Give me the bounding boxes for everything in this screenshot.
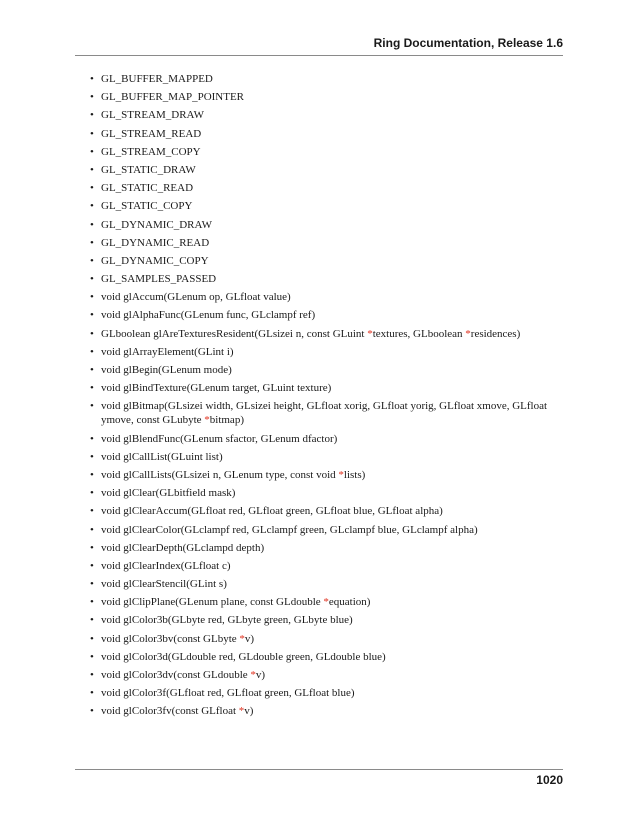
- item-text: void glClear(GLbitfield mask): [101, 487, 236, 500]
- list-item: [90, 613, 570, 627]
- list-item: [90, 577, 570, 591]
- item-text: void glArrayElement(GLint i): [101, 345, 234, 358]
- bullet-icon: •: [90, 632, 94, 645]
- list-item: [90, 559, 570, 573]
- item-text: bitmap): [209, 414, 244, 427]
- bullet-icon: •: [90, 182, 94, 195]
- item-text: void glClearDepth(GLclampd depth): [101, 541, 265, 554]
- bullet-icon: •: [90, 541, 94, 554]
- pointer-asterisk: *: [204, 414, 210, 427]
- bullet-icon: •: [90, 291, 94, 304]
- list-item: [90, 632, 570, 646]
- list-item: [90, 450, 570, 464]
- running-header-title: Ring Documentation, Release 1.6: [373, 36, 563, 50]
- bullet-icon: •: [90, 327, 94, 340]
- list-item: [90, 381, 570, 395]
- bullet-icon: •: [90, 200, 94, 213]
- pointer-asterisk: *: [367, 327, 373, 340]
- item-text: void glBlendFunc(GLenum sfactor, GLenum dfactor): [101, 432, 338, 445]
- bullet-icon: •: [90, 73, 94, 85]
- bullet-icon: •: [90, 505, 94, 518]
- item-text: void glColor3d(GLdouble red, GLdouble green, GLdouble blue): [101, 650, 386, 663]
- list-item: [90, 254, 570, 268]
- item-text: GL_DYNAMIC_COPY: [101, 254, 209, 267]
- list-item: [90, 181, 570, 195]
- bullet-icon: •: [90, 687, 94, 700]
- bullet-icon: •: [90, 432, 94, 445]
- list-item: [90, 595, 570, 609]
- page-number: 1020: [536, 773, 563, 787]
- item-text: v): [244, 705, 254, 718]
- bullet-icon: •: [90, 487, 94, 500]
- pointer-asterisk: *: [238, 705, 245, 718]
- bullet-icon: •: [90, 254, 94, 267]
- list-item: [90, 541, 570, 555]
- list-item: [90, 218, 570, 232]
- list-item: [90, 127, 570, 141]
- list-item: [90, 72, 570, 86]
- item-text: GL_DYNAMIC_DRAW: [101, 218, 212, 231]
- bullet-icon: •: [90, 145, 94, 158]
- item-text: void glCallLists(GLsizei n, GLenum type, const void: [101, 468, 339, 481]
- item-text: residences): [470, 327, 521, 340]
- list-item: [90, 236, 570, 250]
- item-text: GL_STATIC_READ: [101, 182, 194, 195]
- item-text: void glAccum(GLenum op, GLfloat value): [101, 291, 291, 304]
- pointer-asterisk: *: [239, 632, 245, 645]
- item-text: void glClearIndex(GLfloat c): [101, 559, 231, 572]
- bullet-icon: •: [90, 163, 94, 176]
- bullet-icon: •: [90, 468, 94, 481]
- bullet-icon: •: [90, 364, 94, 376]
- bullet-icon: •: [90, 450, 94, 463]
- list-item: [90, 145, 570, 159]
- item-text: void glClearColor(GLclampf red, GLclampf green, GLclampf blue, GLclampf alpha): [101, 523, 478, 536]
- item-text: GL_STREAM_DRAW: [101, 109, 205, 122]
- list-item: [90, 327, 570, 341]
- bullet-icon: •: [90, 127, 94, 140]
- list-item: [90, 686, 570, 700]
- bullet-icon: •: [90, 218, 94, 231]
- bullet-icon: •: [90, 309, 94, 322]
- footer-rule: [75, 769, 563, 770]
- item-text: void glBitmap(GLsizei width, GLsizei height, GLfloat xorig, GLfloat yorig, GLfloat xmove, GLfloat ymove, const GLubyte: [101, 400, 548, 427]
- item-text: GL_BUFFER_MAPPED: [101, 73, 213, 85]
- bullet-icon: •: [90, 91, 94, 104]
- list-item: [90, 432, 570, 446]
- bullet-icon: •: [90, 523, 94, 536]
- list-item: [90, 345, 570, 359]
- item-text: v): [244, 632, 255, 645]
- list-item: [90, 363, 570, 377]
- item-text: GLboolean glAreTexturesResident(GLsizei n, const GLuint: [101, 327, 368, 340]
- list-item: [90, 308, 570, 322]
- list-item: [90, 399, 570, 427]
- pointer-asterisk: *: [338, 468, 344, 481]
- list-item: [90, 468, 570, 482]
- item-text: void glClearStencil(GLint s): [101, 578, 227, 591]
- item-text: void glCallList(GLuint list): [101, 450, 223, 463]
- list-item: [90, 704, 570, 718]
- bullet-list: [90, 72, 570, 723]
- item-text: GL_BUFFER_MAP_POINTER: [101, 91, 245, 104]
- item-text: void glClipPlane(GLenum plane, const GLdouble: [101, 596, 324, 609]
- item-text: void glColor3b(GLbyte red, GLbyte green, GLbyte blue): [101, 614, 353, 627]
- item-text: GL_STREAM_READ: [101, 127, 202, 140]
- pointer-asterisk: *: [323, 596, 329, 609]
- item-text: GL_STATIC_COPY: [101, 200, 193, 213]
- item-text: void glColor3f(GLfloat red, GLfloat green, GLfloat blue): [101, 687, 355, 700]
- bullet-icon: •: [90, 650, 94, 663]
- item-text: void glAlphaFunc(GLenum func, GLclampf ref): [101, 309, 316, 322]
- list-item: [90, 290, 570, 304]
- header-rule: [75, 55, 563, 56]
- bullet-icon: •: [90, 400, 94, 413]
- pointer-asterisk: *: [250, 669, 256, 681]
- item-text: GL_SAMPLES_PASSED: [101, 273, 217, 286]
- list-item: [90, 199, 570, 213]
- item-text: GL_STATIC_DRAW: [101, 163, 196, 176]
- item-text: void glBegin(GLenum mode): [101, 364, 232, 376]
- pointer-asterisk: *: [465, 327, 471, 340]
- item-text: v): [255, 669, 266, 681]
- item-text: GL_STREAM_COPY: [101, 145, 201, 158]
- item-text: equation): [328, 596, 371, 609]
- bullet-icon: •: [90, 559, 94, 572]
- bullet-icon: •: [90, 705, 94, 718]
- list-item: [90, 108, 570, 122]
- list-item: [90, 90, 570, 104]
- bullet-icon: •: [90, 596, 94, 609]
- bullet-icon: •: [90, 669, 94, 681]
- list-item: [90, 523, 570, 537]
- list-item: [90, 486, 570, 500]
- item-text: textures, GLboolean: [372, 327, 466, 340]
- item-text: lists): [343, 468, 366, 481]
- item-text: void glColor3dv(const GLdouble: [101, 669, 251, 681]
- list-item: [90, 163, 570, 177]
- bullet-icon: •: [90, 273, 94, 286]
- list-item: [90, 668, 570, 682]
- item-text: void glClearAccum(GLfloat red, GLfloat green, GLfloat blue, GLfloat alpha): [101, 505, 443, 518]
- item-text: void glBindTexture(GLenum target, GLuint texture): [101, 382, 332, 395]
- bullet-icon: •: [90, 382, 94, 395]
- item-text: GL_DYNAMIC_READ: [101, 236, 210, 249]
- bullet-icon: •: [90, 614, 94, 627]
- list-item: [90, 650, 570, 664]
- bullet-icon: •: [90, 236, 94, 249]
- bullet-icon: •: [90, 345, 94, 358]
- item-text: void glColor3bv(const GLbyte: [101, 632, 240, 645]
- item-text: void glColor3fv(const GLfloat: [101, 705, 239, 718]
- list-item: [90, 272, 570, 286]
- bullet-icon: •: [90, 578, 94, 591]
- list-item: [90, 504, 570, 518]
- bullet-icon: •: [90, 109, 94, 122]
